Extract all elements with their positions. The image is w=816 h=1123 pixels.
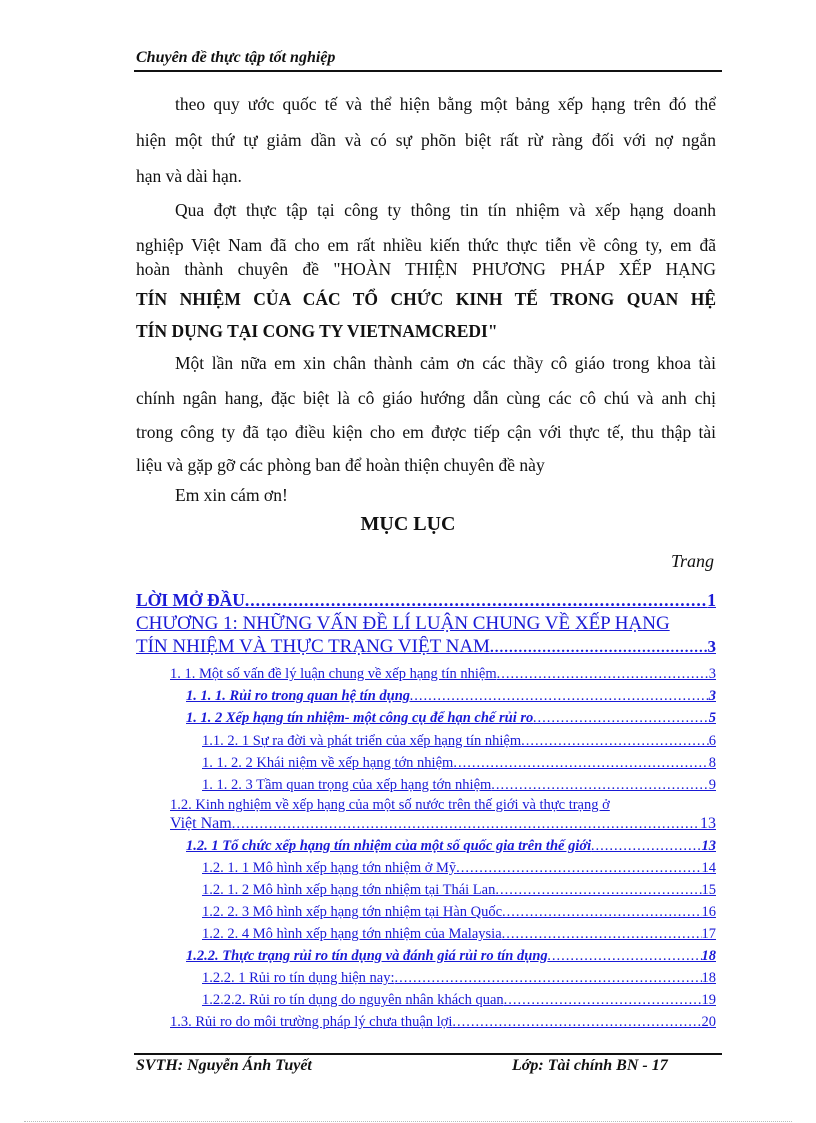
body-line-6: hoàn thành chuyên đề "HOÀN THIỆN PHƯƠNG PHÁP XẾP HẠNG [136, 259, 716, 279]
toc-entry-1-1-2[interactable]: 1. 1. 2 Xếp hạng tín nhiệm- một công cụ để hạn chế rủi ro ..... 5 [186, 710, 716, 727]
toc-entry-1-1-2-2[interactable]: 1. 1. 2. 2 Khái niệm về xếp hạng tớn nhiệm ..... 8 [202, 755, 716, 772]
toc-entry-intro[interactable]: LỜI MỞ ĐẦU ..... 1 [136, 590, 716, 611]
page-header: Chuyên đề thực tập tốt nghiệp [136, 49, 336, 66]
footer-rule [134, 1053, 722, 1055]
toc-entry-1-2-line2[interactable]: Việt Nam ..... 13 [170, 815, 716, 833]
header-rule [134, 70, 722, 72]
body-line-9: Một lần nữa em xin chân thành cảm ơn các thầy cô giáo trong khoa tài [175, 353, 716, 373]
toc-entry-1-2-2[interactable]: 1.2.2. Thực trạng rủi ro tín dụng và đánh giá rủi ro tín dụng ..... 18 [186, 948, 716, 965]
body-line-13: Em xin cám ơn! [175, 485, 288, 505]
body-line-5: nghiệp Việt Nam đã cho em rất nhiều kiến thức thực tiễn về công ty, em đã [136, 235, 716, 255]
toc-title: MỤC LỤC [360, 513, 456, 535]
body-line-4: Qua đợt thực tập tại công ty thông tin tín nhiệm và xếp hạng doanh [175, 200, 716, 220]
toc-entry-1-1-2-3[interactable]: 1. 1. 2. 3 Tầm quan trọng của xếp hạng tớn nhiệm ..... 9 [202, 777, 716, 794]
toc-entry-1-2-2-3[interactable]: 1.2. 2. 3 Mô hình xếp hạng tớn nhiệm tại Hàn Quốc ..... 16 [202, 904, 716, 921]
footer-author: SVTH: Nguyễn Ánh Tuyết [136, 1057, 312, 1074]
toc-entry-1-3[interactable]: 1.3. Rủi ro do môi trường pháp lý chưa thuận lợi ..... 20 [170, 1014, 716, 1031]
toc-page-label: Trang [670, 551, 714, 571]
body-line-1: theo quy ước quốc tế và thể hiện bằng một bảng xếp hạng trên đó thể [175, 94, 716, 114]
body-line-10: chính ngân hang, đặc biệt là cô giáo hướng dẫn cùng các cô chú và anh chị [136, 388, 716, 408]
toc-entry-1-1-1[interactable]: 1. 1. 1. Rủi ro trong quan hệ tín dụng ..... 3 [186, 688, 716, 705]
toc-entry-1-2-1[interactable]: 1.2. 1 Tổ chức xếp hạng tín nhiệm của một số quốc gia trên thế giới ..... 13 [186, 838, 716, 855]
body-line-7: TÍN NHIỆM CỦA CÁC TỔ CHỨC KINH TẾ TRONG QUAN HỆ [136, 289, 716, 309]
toc-entry-1-1[interactable]: 1. 1. Một số vấn đề lý luận chung về xếp hạng tín nhiệm ..... 3 [170, 666, 716, 683]
toc-entry-1-2-2-1[interactable]: 1.2.2. 1 Rủi ro tín dụng hiện nay: ..... 18 [202, 970, 716, 987]
toc-entry-1-2-2-4[interactable]: 1.2. 2. 4 Mô hình xếp hạng tớn nhiệm của Malaysia ..... 17 [202, 926, 716, 943]
body-line-2: hiện một thứ tự giảm dần và có sự phõn biệt rất rừ ràng đối với nợ ngắn [136, 130, 716, 150]
toc-entry-chapter1-line1[interactable]: CHƯƠNG 1: NHỮNG VẤN ĐỀ LÍ LUẬN CHUNG VỀ XẾP HẠNG [136, 613, 670, 634]
toc-entry-chapter1-line2[interactable]: TÍN NHIỆM VÀ THỰC TRẠNG VIỆT NAM ..... 3 [136, 636, 716, 658]
body-line-11: trong công ty đã tạo điều kiện cho em được tiếp cận với thực tế, thu thập tài [136, 422, 716, 442]
toc-entry-1-2-1-2[interactable]: 1.2. 1. 2 Mô hình xếp hạng tớn nhiệm tại Thái Lan ..... 15 [202, 882, 716, 899]
page-bottom-border [24, 1121, 792, 1122]
toc-entry-1-2-1-1[interactable]: 1.2. 1. 1 Mô hình xếp hạng tớn nhiệm ở Mỹ ..... 14 [202, 860, 716, 877]
body-line-3: hạn và dài hạn. [136, 166, 242, 186]
toc-entry-1-2-line1[interactable]: 1.2. Kinh nghiệm về xếp hạng của một số nước trên thế giới và thực trạng ở [170, 797, 610, 813]
toc-entry-1-1-2-1[interactable]: 1.1. 2. 1 Sự ra đời và phát triển của xếp hạng tín nhiệm ..... 6 [202, 733, 716, 750]
body-line-8: TÍN DỤNG TẠI CONG TY VIETNAMCREDI" [136, 321, 498, 341]
body-line-12: liệu và gặp gỡ các phòng ban để hoàn thiện chuyên đề này [136, 455, 545, 475]
footer-class: Lớp: Tài chính BN - 17 [512, 1057, 668, 1074]
toc-entry-1-2-2-2[interactable]: 1.2.2.2. Rủi ro tín dụng do nguyên nhân khách quan ..... 19 [202, 992, 716, 1009]
